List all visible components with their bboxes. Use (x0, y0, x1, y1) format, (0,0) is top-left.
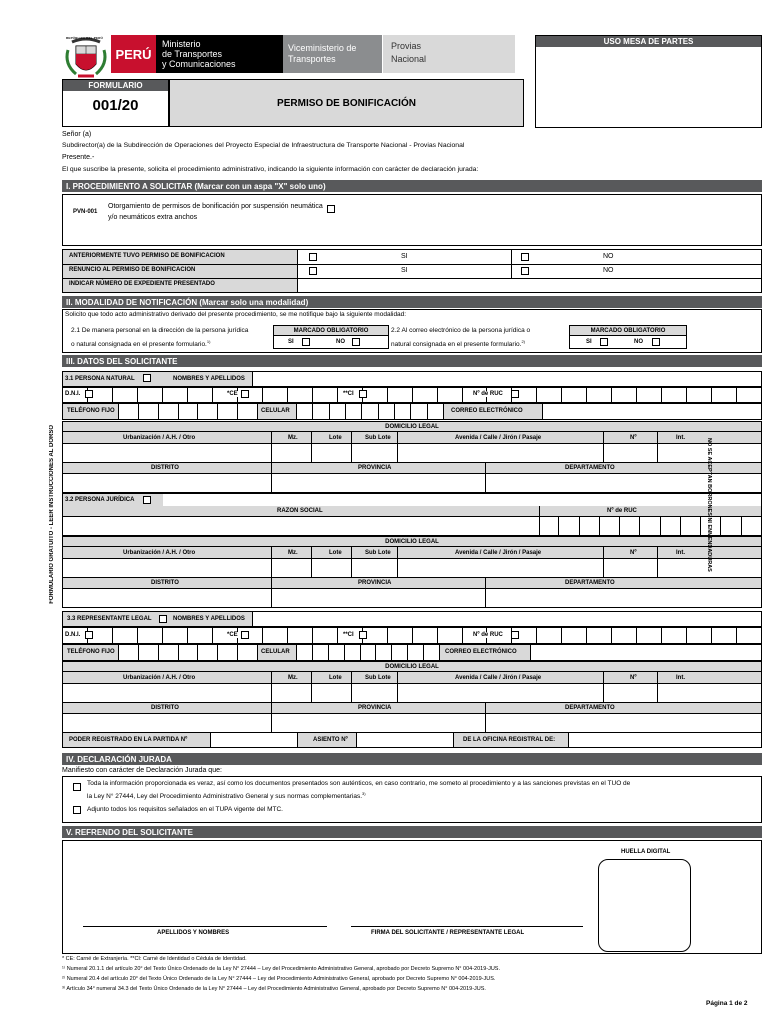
urb-label: Urbanización / A.H. / Otro (123, 435, 196, 441)
avenida-label: Avenida / Calle / Jirón / Pasaje (455, 550, 542, 556)
natural-district-input[interactable] (63, 474, 761, 492)
correo-label: CORREO ELECTRÓNICO (445, 649, 517, 655)
telefono-label: TELÉFONO FIJO (67, 408, 115, 414)
ci-label: **CI (343, 632, 354, 638)
domicilio-label: DOMICILIO LEGAL (63, 422, 761, 432)
apellidos-label: APELLIDOS Y NOMBRES (157, 930, 230, 936)
dni-label: D.N.I. (65, 632, 81, 638)
declaracion-veraz (87, 791, 366, 800)
avenida-label: Avenida / Calle / Jirón / Pasaje (455, 435, 542, 441)
int-label: Int. (676, 550, 685, 556)
numero-label: Nº (630, 435, 637, 441)
int-label: Int. (676, 675, 685, 681)
option-personal-text: o natural consignada en el presente formulario. (71, 341, 207, 349)
provias-line: Provias (391, 41, 422, 51)
departamento-label: DEPARTAMENTO (565, 465, 615, 471)
ministry-line: Ministerio (162, 39, 201, 49)
prior-si-checkbox[interactable] (309, 253, 317, 261)
procedure-desc: y/o neumáticos extra anchos (108, 214, 198, 221)
dni-checkbox[interactable] (85, 390, 93, 398)
section-5-header: V. REFRENDO DEL SOLICITANTE (62, 826, 762, 838)
rep-telefono-cells[interactable] (119, 645, 257, 660)
no-label: NO (603, 253, 614, 260)
procedure-checkbox[interactable] (327, 205, 335, 213)
mz-label: Mz. (288, 550, 298, 556)
numero-label: Nº (630, 550, 637, 556)
procedure-code: PVN-001 (73, 209, 98, 215)
footnote-ref: 1) (206, 339, 211, 344)
provincia-label: PROVINCIA (358, 465, 392, 471)
natural-id-row (62, 387, 762, 403)
procedure-desc: Otorgamiento de permisos de bonificación por suspensión neumática (108, 203, 323, 210)
departamento-label: DEPARTAMENTO (565, 580, 615, 586)
sublote-label: Sub Lote (365, 550, 391, 556)
no-label: NO (634, 339, 643, 345)
firma-label: FIRMA DEL SOLICITANTE / REPRESENTANTE LEGAL (371, 930, 525, 936)
sublote-label: Sub Lote (365, 675, 391, 681)
ci-checkbox[interactable] (359, 390, 367, 398)
expediente-input[interactable] (299, 280, 759, 291)
rep-address-block (62, 661, 762, 733)
declaracion-veraz: Toda la información proporcionada es veraz, así como los documentos presentados son auténticos, en caso contrario, me someto al procedimiento y a las sanciones previstas en el TUO de (87, 780, 631, 787)
juridica-district-input[interactable] (63, 589, 761, 607)
marcado-box-1 (273, 325, 389, 349)
si-label: SI (401, 253, 408, 260)
personal-si-checkbox[interactable] (302, 338, 310, 346)
si-label: SI (586, 339, 592, 345)
nombres-label: NOMBRES Y APELLIDOS (173, 616, 245, 622)
option-personal: 2.1 De manera personal en la dirección de la persona jurídica (71, 327, 249, 334)
huella-label: HUELLA DIGITAL (621, 849, 671, 855)
natural-id-cells[interactable] (63, 388, 761, 402)
procedure-questions (62, 249, 762, 293)
refrendo-box (62, 840, 762, 954)
ci-label: **CI (343, 391, 354, 397)
representante-label: 3.3 REPRESENTANTE LEGAL (67, 616, 152, 622)
domicilio-label: DOMICILIO LEGAL (63, 662, 761, 672)
provincia-label: PROVINCIA (358, 705, 392, 711)
celular-label: CELULAR (261, 408, 290, 414)
personal-no-checkbox[interactable] (352, 338, 360, 346)
email-no-checkbox[interactable] (652, 338, 660, 346)
renounce-no-checkbox[interactable] (521, 267, 529, 275)
huella-digital-box[interactable] (598, 859, 691, 952)
form-title: PERMISO DE BONIFICACIÓN (169, 79, 524, 127)
marcado-box-2 (569, 325, 687, 349)
intro-line: El que suscribe la presente, solicita el procedimiento administrativo, indicando la siguiente información con carácter de declaración jurada: (62, 166, 479, 173)
notification-intro: Solicito que todo acto administrativo derivado del presente procedimiento, se me notifique bajo la siguiente modalidad: (65, 311, 407, 318)
rep-ce-checkbox[interactable] (241, 631, 249, 639)
vice-line: Transportes (288, 54, 336, 64)
rep-ci-checkbox[interactable] (359, 631, 367, 639)
persona-juridica-checkbox[interactable] (143, 496, 151, 504)
declaracion-veraz-text: la Ley N° 27444, Ley del Procedimiento Administrativo General y sus normas complementarias. (87, 793, 363, 801)
provias-block (383, 35, 515, 73)
ministry-line: de Transportes (162, 49, 223, 59)
procedure-box (62, 194, 762, 246)
option-email (391, 339, 525, 348)
vice-ministry-block (283, 35, 382, 73)
ministry-line: y Comunicaciones (162, 59, 236, 69)
rep-correo-input[interactable] (533, 645, 761, 660)
side-note-left: FORMULARIO GRATUITO - LEER INSTRUCCIONES AL DORSO (49, 425, 55, 604)
telefono-cells[interactable] (119, 404, 257, 419)
section-3-header: III. DATOS DEL SOLICITANTE (62, 355, 762, 367)
natural-name-input[interactable] (255, 372, 761, 386)
urb-label: Urbanización / A.H. / Otro (123, 675, 196, 681)
emblem-text: REPÚBLICA DEL PERÚ (66, 36, 103, 40)
ce-label: *CE (227, 632, 238, 638)
natural-address-block (62, 421, 762, 493)
formulario-label: FORMULARIO (63, 80, 168, 91)
uso-mesa-partes-box (535, 35, 762, 128)
lote-label: Lote (329, 675, 342, 681)
oficina-input[interactable] (569, 733, 761, 747)
rep-id-row (62, 627, 762, 644)
rep-phone-row (62, 644, 762, 661)
oficina-label: DE LA OFICINA REGISTRAL DE: (463, 737, 556, 743)
footnote: * CE: Carné de Extranjería. **CI: Carné de Identidad o Cédula de Identidad. (62, 956, 247, 962)
question-renounce-permit: RENUNCIO AL PERMISO DE BONIFICACION (69, 267, 196, 273)
notification-box (62, 309, 762, 353)
natural-name-row (62, 371, 762, 387)
footnote: ¹⁾ Numeral 20.1.1 del artículo 20° del Texto Único Ordenado de la Ley N° 27444 – Ley del Procedimiento Administrativo General, aprobado por Decreto Supremo N° 004-2019-JUS. (62, 966, 501, 972)
footnote: ³⁾ Artículo 34° numeral 34.3 del Texto Único Ordenado de la Ley N° 27444 – Ley del Procedimiento Administrativo General, aprobado por Decreto Supremo N° 004-2019-JUS. (62, 986, 486, 992)
page-number: Página 1 de 2 (706, 1000, 748, 1007)
form-number: 001/20 (92, 97, 139, 114)
int-label: Int. (676, 435, 685, 441)
option-personal (71, 339, 210, 348)
poder-row (62, 732, 762, 748)
ce-label: *CE (227, 391, 238, 397)
avenida-label: Avenida / Calle / Jirón / Pasaje (455, 675, 542, 681)
intro-line: Subdirector(a) de la Subdirección de Operaciones del Proyecto Especial de Infraestructura de Transporte Nacional - Provias Nacional (62, 142, 465, 149)
natural-phone-row (62, 403, 762, 420)
urb-label: Urbanización / A.H. / Otro (123, 550, 196, 556)
correo-label: CORREO ELECTRÓNICO (451, 408, 523, 414)
ruc2-cells[interactable] (539, 517, 761, 535)
juridica-address-block (62, 536, 762, 608)
departamento-label: DEPARTAMENTO (565, 705, 615, 711)
peru-coat-of-arms-logo (62, 36, 110, 80)
juridica-address-input[interactable] (63, 559, 761, 577)
distrito-label: DISTRITO (151, 580, 179, 586)
rep-district-input[interactable] (63, 714, 761, 732)
mz-label: Mz. (288, 435, 298, 441)
persona-natural-checkbox[interactable] (143, 374, 151, 382)
ruc2-label: Nº de RUC (607, 508, 637, 514)
no-label: NO (603, 267, 614, 274)
declaracion-requisitos-checkbox[interactable] (73, 806, 81, 814)
si-label: SI (401, 267, 408, 274)
lote-label: Lote (329, 550, 342, 556)
dni-label: D.N.I. (65, 391, 81, 397)
no-label: NO (336, 339, 345, 345)
declaracion-veraz-checkbox[interactable] (73, 783, 81, 791)
section-4-header: IV. DECLARACIÓN JURADA (62, 753, 762, 765)
rep-dni-checkbox[interactable] (85, 631, 93, 639)
telefono-label: TELÉFONO FIJO (67, 649, 115, 655)
intro-line: Presente.- (62, 154, 95, 161)
distrito-label: DISTRITO (151, 705, 179, 711)
razon-social-input[interactable] (63, 517, 539, 535)
celular-label: CELULAR (261, 649, 290, 655)
persona-natural-label: 3.1 PERSONA NATURAL (65, 376, 135, 382)
footnote-ref: 2) (521, 339, 526, 344)
rep-name-input[interactable] (255, 612, 761, 626)
numero-label: Nº (630, 675, 637, 681)
poder-label: PODER REGISTRADO EN LA PARTIDA Nº (69, 737, 188, 743)
ruc-label: Nº de RUC (473, 391, 521, 397)
rep-name-row (62, 611, 762, 627)
vice-line: Viceministerio de (288, 43, 357, 53)
declaracion-box (62, 776, 762, 823)
si-label: SI (288, 339, 294, 345)
razon-social-label: RAZON SOCIAL (277, 508, 323, 514)
formulario-box (62, 79, 169, 127)
ruc-checkbox[interactable] (511, 390, 519, 398)
ministry-block (156, 35, 283, 73)
distrito-label: DISTRITO (151, 465, 179, 471)
uso-mesa-partes-title: USO MESA DE PARTES (536, 36, 761, 47)
persona-juridica-label: 3.2 PERSONA JURÍDICA (63, 494, 163, 506)
ce-checkbox[interactable] (241, 390, 249, 398)
peru-brand: PERÚ (111, 35, 156, 73)
marcado-label: MARCADO OBLIGATORIO (570, 326, 686, 336)
footnote: ²⁾ Numeral 20.4 del artículo 20° del Texto Único Ordenado de la Ley N° 27444 – Ley del Procedimiento Administrativo General, aprobado por Decreto Supremo N° 004-2019-JUS. (62, 976, 496, 982)
asiento-label: ASIENTO Nº (313, 737, 348, 743)
declaracion-intro: Manifiesto con carácter de Declaración Jurada que: (62, 767, 222, 774)
provincia-label: PROVINCIA (358, 580, 392, 586)
section-1-header: I. PROCEDIMIENTO A SOLICITAR (Marcar con un aspa "X" solo uno) (62, 180, 762, 192)
option-email: 2.2 Al correo electrónico de la persona jurídica o (391, 327, 531, 334)
ruc-label: Nº de RUC (473, 632, 521, 638)
declaracion-requisitos: Adjunto todos los requisitos señalados en el TUPA vigente del MTC. (87, 806, 283, 813)
lote-label: Lote (329, 435, 342, 441)
mz-label: Mz. (288, 675, 298, 681)
renounce-si-checkbox[interactable] (309, 267, 317, 275)
rep-id-cells[interactable] (63, 628, 761, 643)
footnote-ref: 3) (362, 791, 366, 796)
rep-ruc-checkbox[interactable] (511, 631, 519, 639)
side-note-right: NO SE ACEPTAN BORRONES NI ENMENDADURAS (706, 438, 712, 572)
domicilio-label: DOMICILIO LEGAL (63, 537, 761, 547)
juridica-block (62, 493, 762, 536)
email-si-checkbox[interactable] (600, 338, 608, 346)
sublote-label: Sub Lote (365, 435, 391, 441)
correo-input[interactable] (545, 404, 761, 419)
prior-no-checkbox[interactable] (521, 253, 529, 261)
intro-line: Señor (a) (62, 131, 92, 138)
representante-checkbox[interactable] (159, 615, 167, 623)
question-expediente: INDICAR NÚMERO DE EXPEDIENTE PRESENTADO (69, 281, 215, 287)
question-prior-permit: ANTERIORMENTE TUVO PERMISO DE BONIFICACION (69, 253, 225, 259)
rep-address-input[interactable] (63, 684, 761, 702)
celular-cells[interactable] (297, 404, 443, 419)
rep-celular-cells[interactable] (297, 645, 439, 660)
option-email-text: natural consignada en el presente formulario. (391, 341, 522, 349)
marcado-label: MARCADO OBLIGATORIO (274, 326, 388, 336)
section-2-header: II. MODALIDAD DE NOTIFICACIÓN (Marcar solo una modalidad) (62, 296, 762, 308)
asiento-input[interactable] (357, 733, 453, 747)
nombres-label: NOMBRES Y APELLIDOS (173, 376, 245, 382)
natural-address-input[interactable] (63, 444, 761, 462)
poder-input[interactable] (211, 733, 297, 747)
provias-line: Nacional (391, 54, 427, 64)
